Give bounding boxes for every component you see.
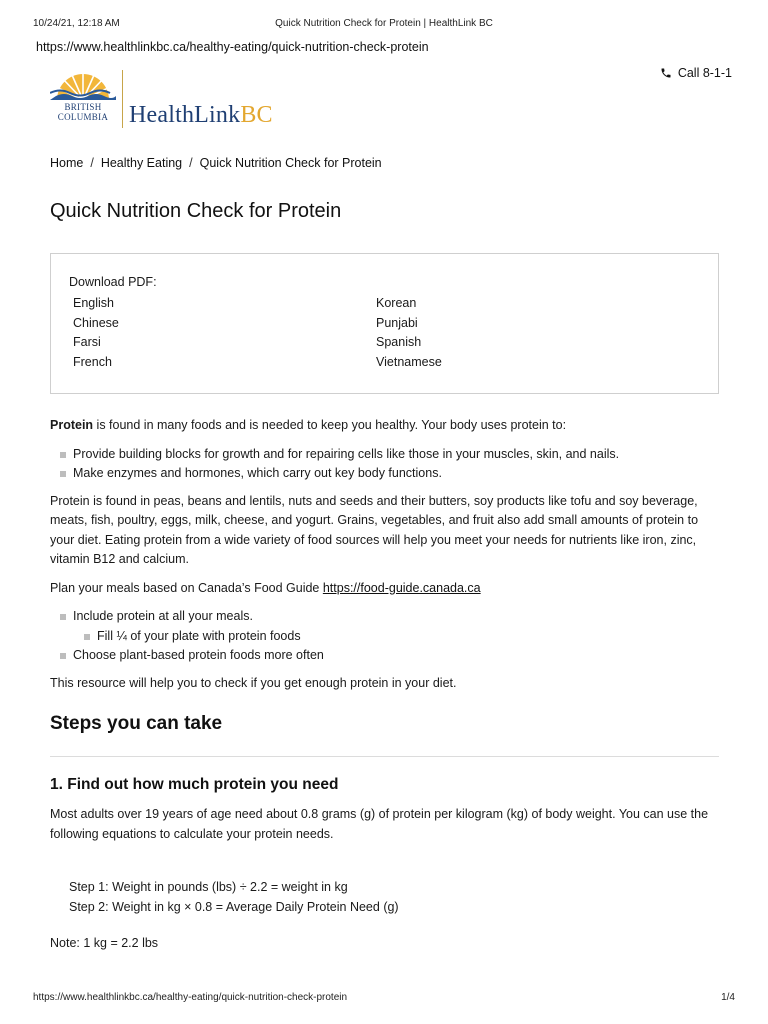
pdf-link-french[interactable]: French bbox=[73, 355, 112, 370]
list-item-text: Fill ¼ of your plate with protein foods bbox=[97, 628, 301, 643]
logo-name-accent: BC bbox=[240, 102, 273, 128]
page-number: 1/4 bbox=[721, 992, 735, 1003]
breadcrumb bbox=[50, 156, 382, 170]
equation-step2: Step 2: Weight in kg × 0.8 = Average Daily Protein Need (g) bbox=[69, 899, 399, 914]
pdf-link-korean[interactable]: Korean bbox=[376, 296, 417, 310]
logo-divider bbox=[122, 70, 123, 128]
square-bullet-icon bbox=[60, 614, 66, 620]
breadcrumb-healthy-eating[interactable]: Healthy Eating bbox=[100, 156, 183, 170]
step1-heading: 1. Find out how much protein you need bbox=[50, 776, 339, 793]
call-label: Call 8-1-1 bbox=[677, 66, 732, 80]
square-bullet-icon bbox=[60, 471, 66, 477]
list-item bbox=[50, 445, 720, 465]
download-pdf-box bbox=[50, 253, 719, 394]
list-item-text: Include protein at all your meals. bbox=[73, 609, 253, 623]
list-item-text: Provide building blocks for growth and for repairing cells like those in your muscles, skin, and nails. bbox=[73, 446, 620, 461]
logo-name-main: HealthLink bbox=[129, 102, 241, 128]
protein-equations bbox=[69, 878, 399, 917]
pdf-languages-left bbox=[73, 294, 119, 373]
pdf-link-spanish[interactable]: Spanish bbox=[376, 335, 422, 350]
divider bbox=[50, 756, 719, 757]
pdf-languages-right bbox=[376, 294, 442, 373]
bc-wordmark bbox=[50, 102, 116, 122]
list-item-text: Make enzymes and hormones, which carry out key body functions. bbox=[73, 466, 442, 480]
print-page-title: Quick Nutrition Check for Protein | HealthLink BC bbox=[275, 18, 493, 29]
pdf-link-farsi[interactable]: Farsi bbox=[73, 335, 101, 350]
article-content bbox=[50, 416, 720, 702]
list-item bbox=[50, 627, 720, 647]
download-pdf-label: Download PDF: bbox=[69, 275, 157, 289]
footer-url: https://www.healthlinkbc.ca/healthy-eating/quick-nutrition-check-protein bbox=[33, 992, 348, 1003]
breadcrumb-separator: / bbox=[90, 156, 94, 170]
square-bullet-icon bbox=[60, 452, 66, 458]
page-url[interactable]: https://www.healthlinkbc.ca/healthy-eating/quick-nutrition-check-protein bbox=[36, 40, 429, 54]
plan-list bbox=[50, 607, 720, 666]
print-datetime: 10/24/21, 12:18 AM bbox=[33, 18, 120, 29]
phone-icon bbox=[660, 67, 672, 79]
list-item bbox=[50, 607, 720, 627]
steps-heading: Steps you can take bbox=[50, 713, 223, 734]
breadcrumb-current: Quick Nutrition Check for Protein bbox=[199, 156, 382, 170]
square-bullet-icon bbox=[60, 653, 66, 659]
breadcrumb-separator: / bbox=[189, 156, 193, 170]
logo-province-line1: BRITISH bbox=[64, 102, 102, 112]
pdf-link-english[interactable]: English bbox=[73, 296, 114, 310]
list-item-text: Choose plant-based protein foods more often bbox=[73, 648, 324, 662]
print-header bbox=[33, 18, 735, 32]
pdf-link-vietnamese[interactable]: Vietnamese bbox=[376, 355, 442, 370]
intro-paragraph bbox=[50, 416, 720, 436]
sources-paragraph: Protein is found in peas, beans and lentils, nuts and seeds and their butters, soy products like tofu and soy beverage, meats, fish, poultry, eggs, milk, cheese, and yogurt. Grains, vegetables, and fruit also add small amounts of protein to your diet. Eating protein from a wide variety of food sources will help you meet your needs for nutrients like iron, zinc, vitamin B12 and calcium. bbox=[50, 493, 699, 566]
healthlinkbc-logo[interactable] bbox=[50, 66, 300, 130]
logo-name bbox=[129, 102, 273, 129]
intro-bold: Protein bbox=[50, 418, 94, 432]
food-guide-link[interactable]: https://food-guide.canada.ca bbox=[322, 580, 481, 595]
equation-step1: Step 1: Weight in pounds (lbs) ÷ 2.2 = weight in kg bbox=[69, 880, 348, 894]
list-item bbox=[50, 646, 720, 666]
call-811-link[interactable] bbox=[660, 66, 732, 80]
print-footer bbox=[33, 992, 735, 1006]
plan-text: Plan your meals based on Canada’s Food Guide bbox=[50, 580, 323, 595]
page-title: Quick Nutrition Check for Protein bbox=[50, 200, 342, 222]
plan-paragraph bbox=[50, 579, 720, 599]
pdf-link-chinese[interactable]: Chinese bbox=[73, 315, 119, 330]
pdf-link-punjabi[interactable]: Punjabi bbox=[376, 315, 418, 330]
intro-rest: is found in many foods and is needed to keep you healthy. Your body uses protein to: bbox=[93, 418, 567, 432]
step1-intro: Most adults over 19 years of age need about 0.8 grams (g) of protein per kilogram (kg) of body weight. You can use the following equations to calculate your protein needs. bbox=[50, 807, 709, 841]
resource-paragraph: This resource will help you to check if you get enough protein in your diet. bbox=[50, 675, 457, 690]
square-bullet-icon bbox=[84, 634, 90, 640]
logo-province-line2: COLUMBIA bbox=[57, 112, 109, 122]
protein-uses-list bbox=[50, 445, 720, 484]
list-item bbox=[50, 464, 720, 484]
breadcrumb-home[interactable]: Home bbox=[50, 156, 84, 170]
conversion-note: Note: 1 kg = 2.2 lbs bbox=[50, 936, 159, 950]
